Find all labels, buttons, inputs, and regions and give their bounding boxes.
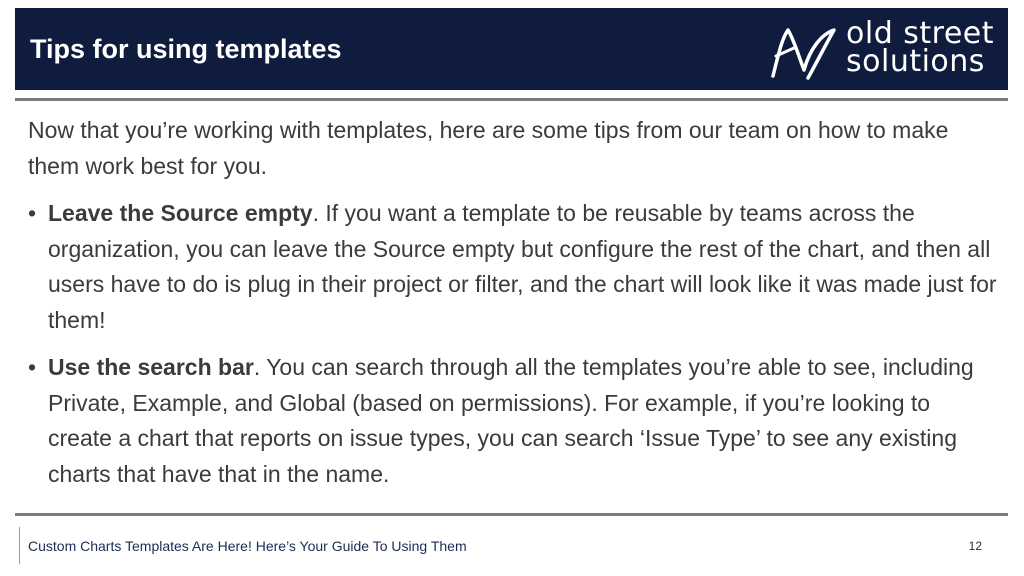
bullet-marker: •: [28, 354, 37, 380]
bullet-heading: Use the search bar: [48, 354, 254, 380]
logo-wordmark: [846, 16, 995, 79]
page-number: 12: [968, 539, 982, 553]
bullet-text: . You can search through all the templates you’re able to see, including Private, Example, and Global (based on permissions). For example, if you’re looking to create a chart that reports on issue types, you can search ‘Issue Type’ to see any existing charts that have that in the name.: [48, 354, 974, 487]
bottom-divider: [15, 513, 1008, 516]
bullet-item: [28, 196, 998, 338]
intro-paragraph: Now that you’re working with templates, here are some tips from our team on how to make them work best for you.: [28, 117, 949, 179]
bullet-marker: •: [28, 200, 37, 226]
header-banner: [15, 8, 1008, 90]
logo-line-1: old street: [846, 16, 995, 51]
page-title: Tips for using templates: [30, 34, 342, 64]
bullet-text: . If you want a template to be reusable by teams across the organization, you can leave the Source empty but configure the rest of the chart, and then all users have to do is plug in their project or filter, and the chart will look like it was made just for them!: [48, 200, 997, 333]
company-logo: [768, 16, 1003, 82]
footer-caption: Custom Charts Templates Are Here! Here’s Your Guide To Using Them: [28, 538, 467, 554]
old-street-mark-icon: [768, 26, 838, 82]
slide-body: [28, 113, 998, 492]
top-divider: [15, 98, 1008, 101]
bullet-heading: Leave the Source empty: [48, 200, 313, 226]
bullet-item: [28, 350, 998, 492]
logo-line-2: solutions: [846, 44, 985, 79]
footer-accent-line: [19, 527, 20, 564]
